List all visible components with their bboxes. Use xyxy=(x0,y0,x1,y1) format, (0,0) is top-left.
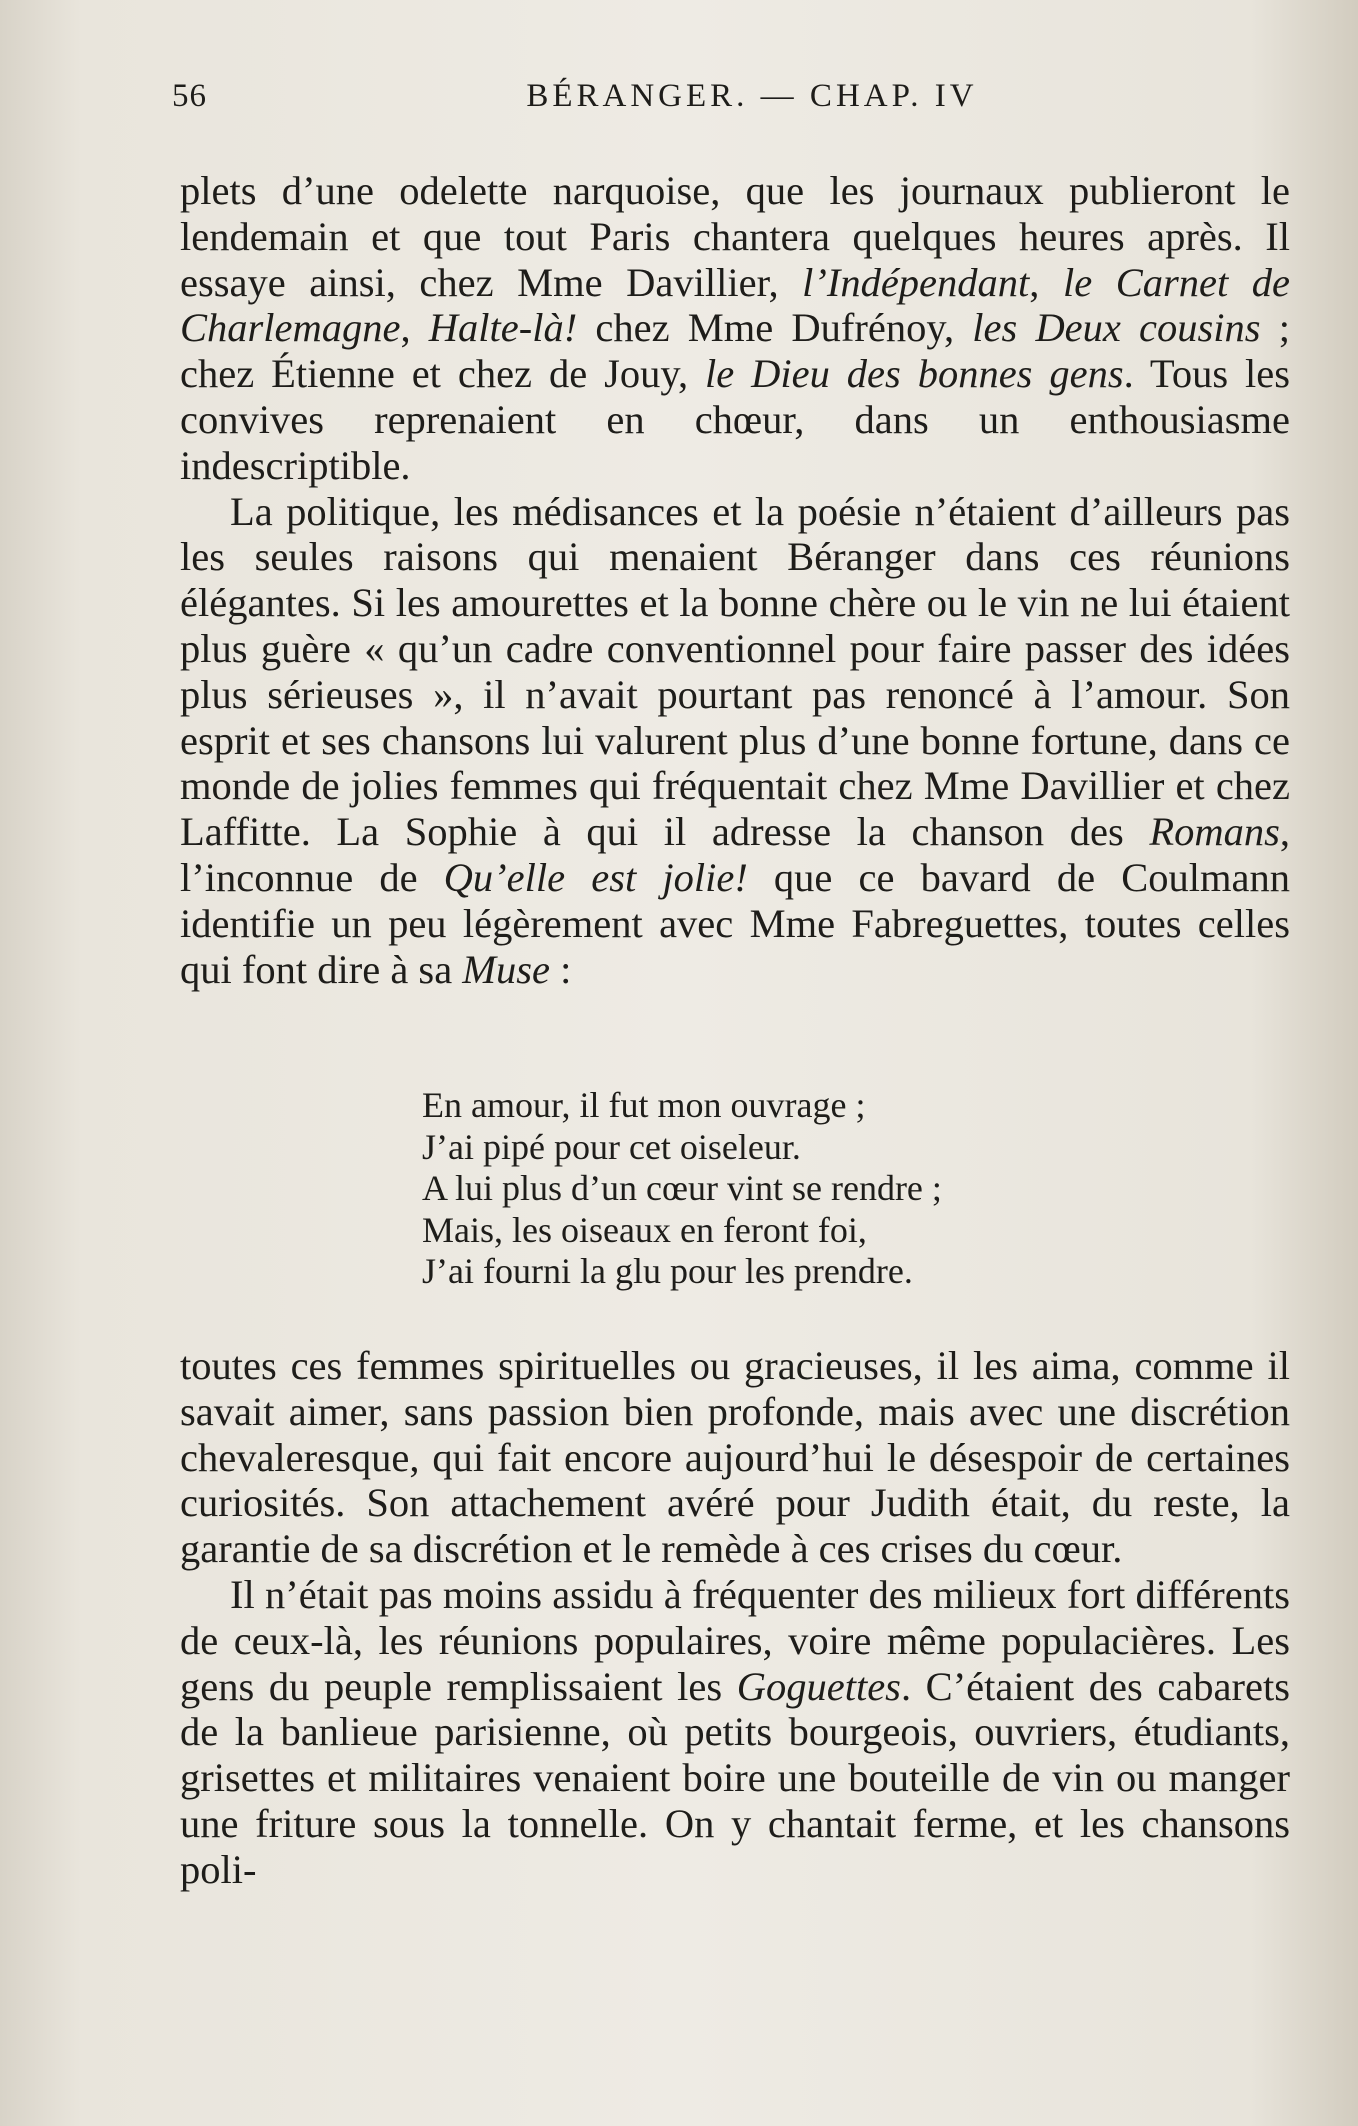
verse-line: J’ai fourni la glu pour les prendre. xyxy=(422,1251,913,1291)
para2-italic-1: Romans xyxy=(1149,809,1280,855)
para2-text-2: , l’inconnue de xyxy=(180,809,1290,900)
para1-text-1: plets d’une odelette narquoise, que les journaux publieront le lendemain et que tout Paris chantera quelques heures après. Il essaye ainsi, chez Mme Davillier, xyxy=(180,168,1290,305)
para2-text-4: : xyxy=(550,946,572,992)
paragraph-1 xyxy=(180,168,1290,489)
paragraph-2 xyxy=(180,489,1290,993)
para1-italic-3: Halte-là! xyxy=(428,305,578,351)
text-block-upper xyxy=(180,168,1290,992)
para4-text-2: . C’étaient des cabarets de la banlieue parisienne, où petits bourgeois, ouvriers, étudiants, grisettes et militaires venaient boire une bouteille de vin ou manger une friture sous la tonnelle. On y chantait ferme, et les chansons poli- xyxy=(180,1663,1290,1892)
para1-italic-1: l’Indépendant xyxy=(802,259,1030,305)
para1-italic-2: le Carnet de Charlemagne xyxy=(180,259,1290,351)
para2-italic-3: Muse xyxy=(462,946,551,992)
page-number: 56 xyxy=(172,78,207,114)
paragraph-3 xyxy=(180,1343,1290,1572)
verse-quotation xyxy=(422,1085,942,1293)
para2-italic-2: Qu’elle est jolie! xyxy=(443,854,748,900)
para1-text-6: . Tous les convives reprenaient en chœur, dans un enthousiasme indescriptible. xyxy=(180,351,1290,488)
para1-italic-4: les Deux cousins xyxy=(972,305,1261,351)
para1-text-3: , xyxy=(400,305,429,351)
verse-line: Mais, les oiseaux en feront foi, xyxy=(422,1209,867,1250)
para2-text-1: La politique, les médisances et la poésie n’étaient d’ailleurs pas les seules raisons qui menaient Béranger dans ces réunions élégantes. Si les amourettes et la bonne chère ou le vin ne lui étaient plus guère « qu’un cadre conventionnel pour faire passer des idées plus sérieuses », il n’avait pourtant pas renoncé à l’amour. Son esprit et ses chansons lui valurent plus d’une bonne fortune, dans ce monde de jolies femmes qui fréquentait chez Mme Davillier et chez Laffitte. La Sophie à qui il adresse la chanson des xyxy=(180,488,1290,855)
para1-text-5: ; chez Étienne et chez de Jouy, xyxy=(180,305,1290,397)
para1-italic-5: le Dieu des bonnes gens xyxy=(705,351,1124,397)
para4-text-1: Il n’était pas moins assidu à fréquenter des milieux fort différents de ceux-là, les réunions populaires, voire même populacières. Les gens du peuple remplissaient les xyxy=(180,1571,1290,1709)
text-block-lower xyxy=(180,1343,1290,1893)
para1-text-4: chez Mme Dufrénoy, xyxy=(577,305,973,351)
verse-line: A lui plus d’un cœur vint se rendre ; xyxy=(422,1168,942,1208)
para4-italic-1: Goguettes xyxy=(736,1663,901,1709)
para2-text-3: que ce bavard de Coulmann identifie un peu légèrement avec Mme Fabreguettes, toutes celles qui font dire à sa xyxy=(180,854,1290,992)
verse-line: En amour, il fut mon ouvrage ; xyxy=(422,1085,866,1125)
para3-text-1: toutes ces femmes spirituelles ou gracieuses, il les aima, comme il savait aimer, sans passion bien profonde, mais avec une discrétion chevaleresque, qui fait encore aujourd’hui le désespoir de certaines curiosités. Son attachement avéré pour Judith était, du reste, la garantie de sa discrétion et le remède à ces crises du cœur. xyxy=(180,1343,1290,1572)
running-head xyxy=(172,78,1292,128)
verse-line: J’ai pipé pour cet oiseleur. xyxy=(422,1126,801,1167)
para1-text-2: , xyxy=(1029,259,1063,305)
running-title: BÉRANGER. — CHAP. IV xyxy=(526,78,978,114)
paragraph-4 xyxy=(180,1572,1290,1893)
